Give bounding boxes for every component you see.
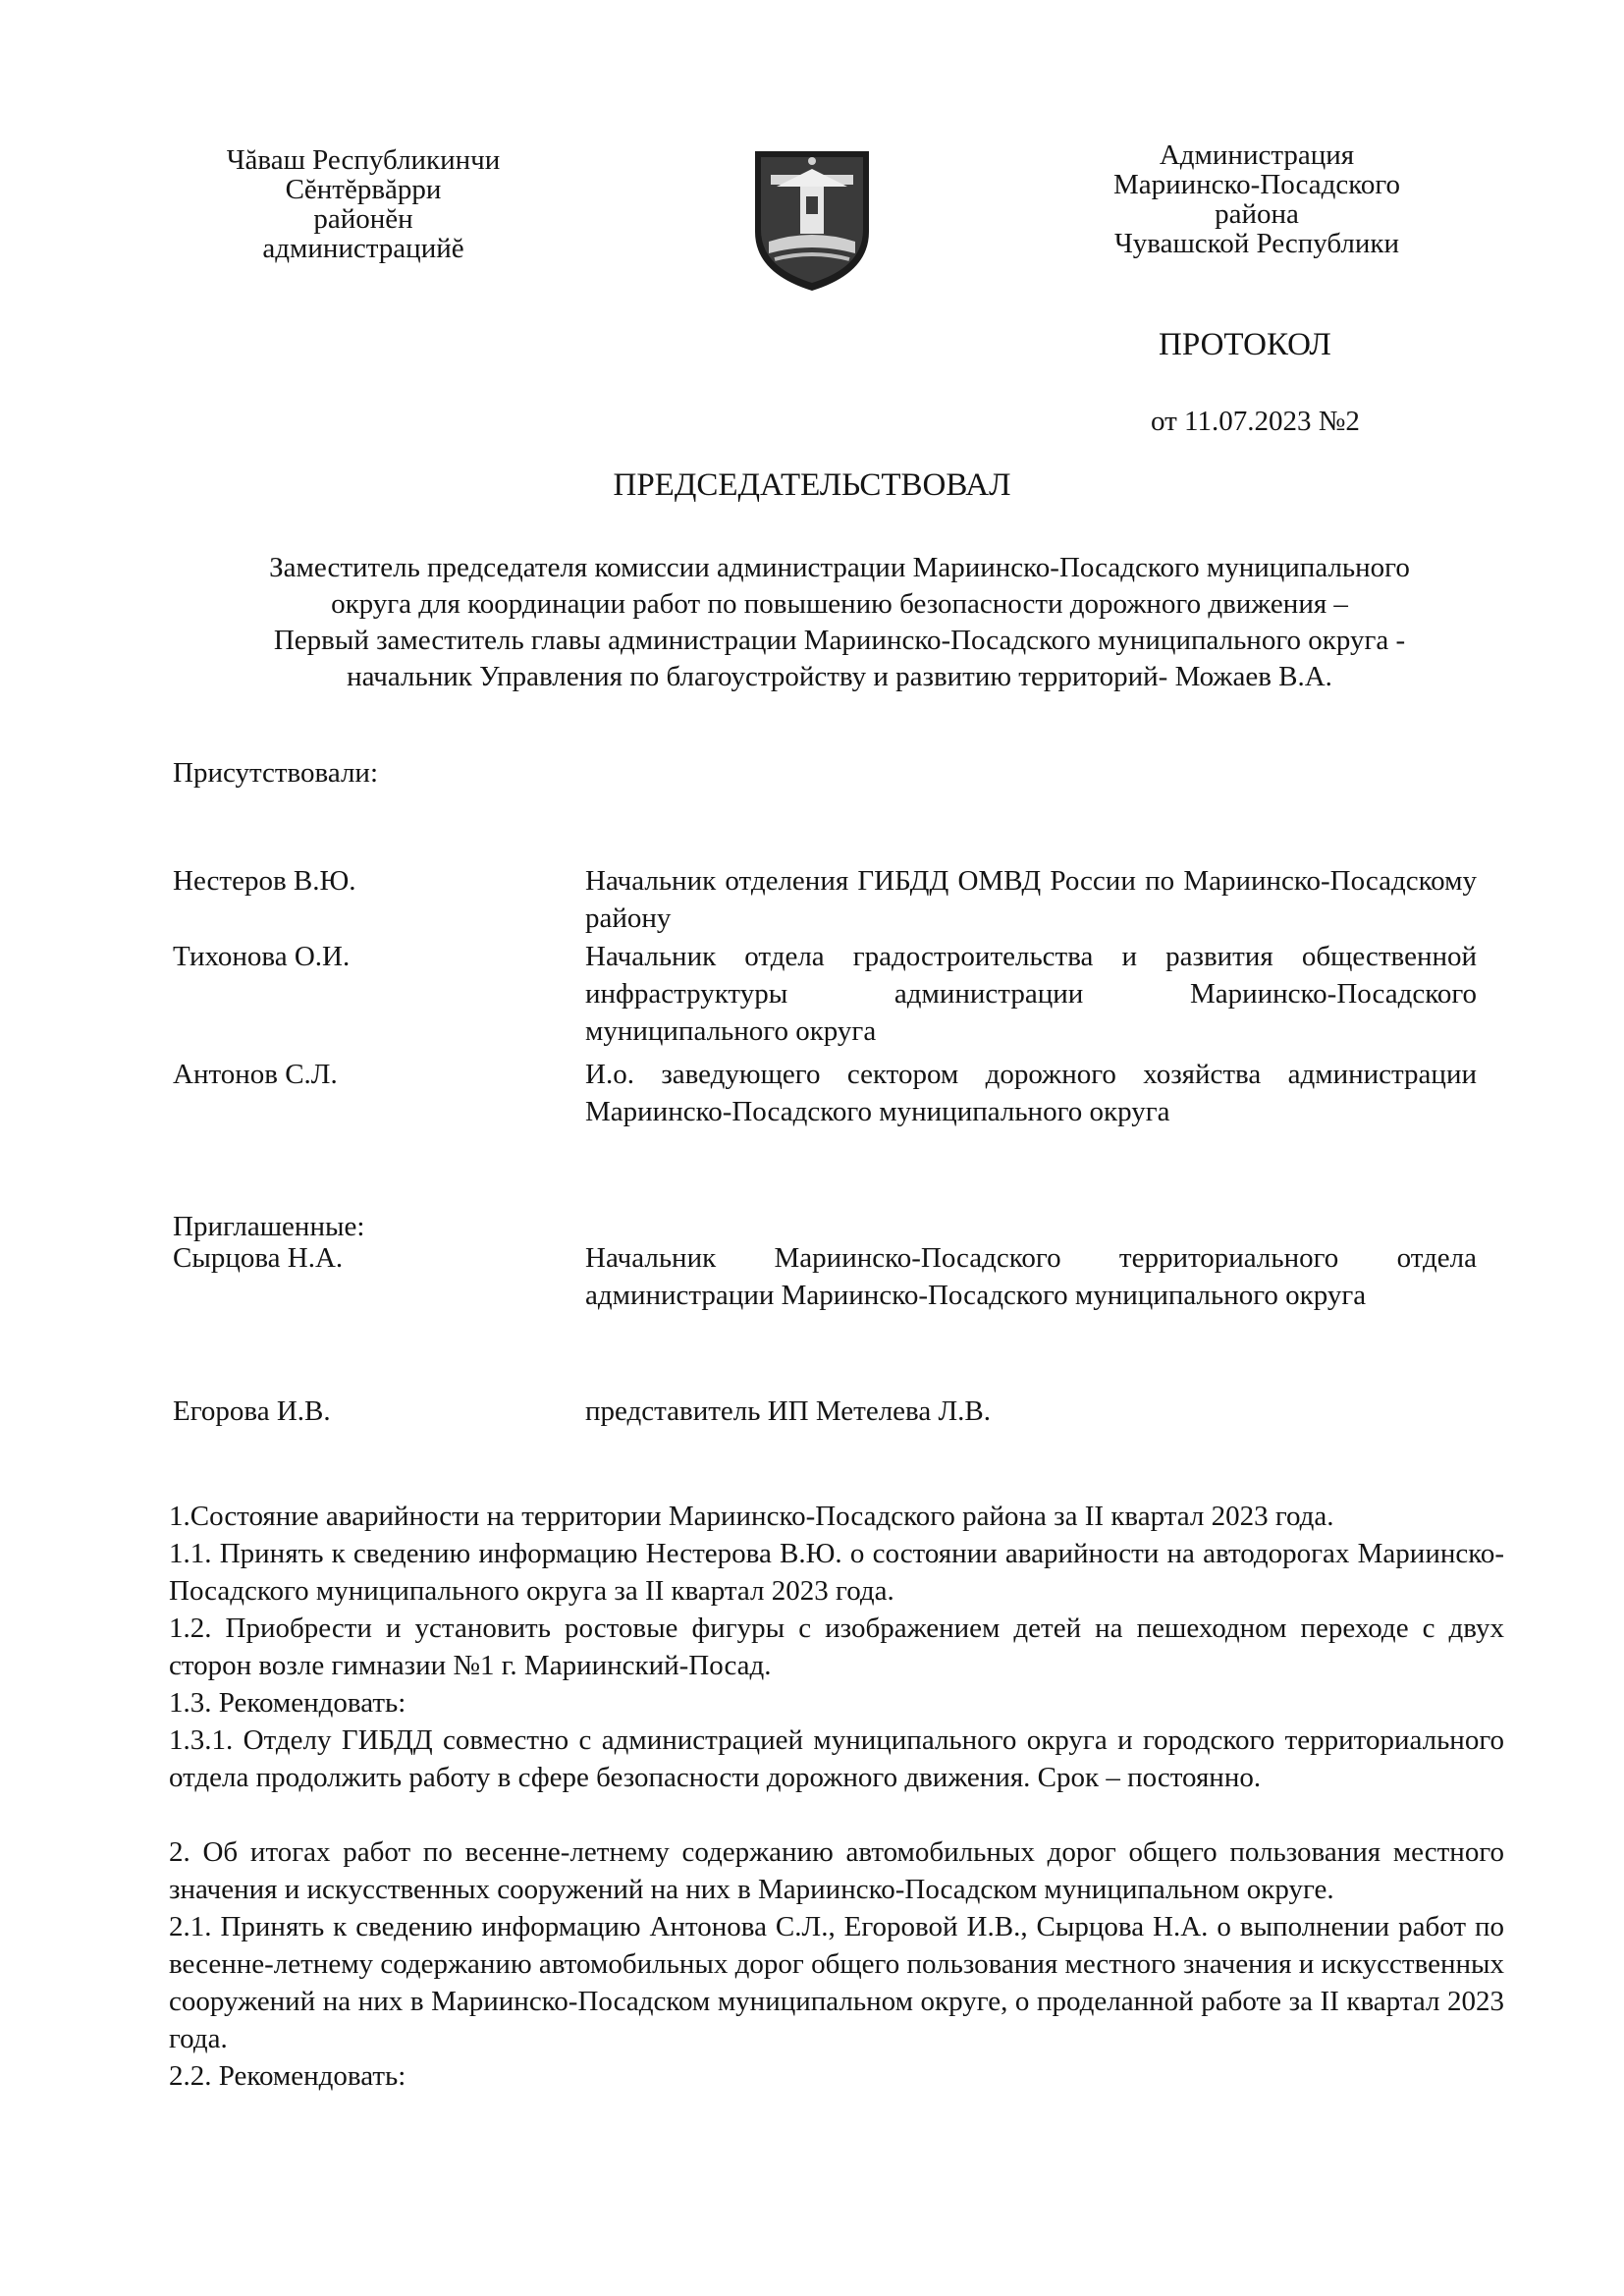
header-left-line: Сĕнтĕрвăрри [285, 174, 442, 205]
item-2-1: 2.1. Принять к сведению информацию Антонова С.Л., Егоровой И.В., Сырцова Н.А. о выполнении работ по весенне-летнему содержанию автомобильных дорог общего пользования местного значения и искусственных сооружений на них в Мариинско-Посадском муниципальном округе, о проделанной работе за II квартал 2023 года. [169, 1911, 1504, 2054]
present-heading: Присутствовали: [173, 757, 379, 789]
item-1-3: 1.3. Рекомендовать: [169, 1687, 406, 1719]
chair-line: округа для координации работ по повышению безопасности дорожного движения – [331, 588, 1348, 620]
header-right-line: Администрация [1159, 139, 1355, 171]
attendee-name: Тихонова О.И. [173, 941, 351, 972]
document-title: ПРОТОКОЛ [1159, 327, 1331, 362]
chair-line: начальник Управления по благоустройству и развитию территорий- Можаев В.А. [347, 661, 1332, 692]
invited-name: Егорова И.В. [173, 1395, 331, 1427]
presided-heading: ПРЕДСЕДАТЕЛЬСТВОВАЛ [613, 467, 1011, 503]
header-right-line: Чувашской Республики [1113, 228, 1400, 259]
header-right-line: района [1215, 198, 1299, 230]
chair-line: Первый заместитель главы администрации Мариинско-Посадского муниципального округа - [273, 625, 1406, 656]
invited-name: Сырцова Н.А. [173, 1242, 344, 1274]
document-date-number: от 11.07.2023 №2 [1151, 406, 1360, 437]
header-right-line: Мариинско-Посадского [1112, 169, 1401, 200]
item-1-1: 1.1. Принять к сведению информацию Нестерова В.Ю. о состоянии аварийности на автодорогах Мариинско-Посадского муниципального округа за II квартал 2023 года. [169, 1538, 1504, 1607]
protocol-body [169, 1498, 1504, 2095]
invited-position: представитель ИП Метелева Л.В. [585, 1395, 991, 1427]
item-1-2: 1.2. Приобрести и установить ростовые фигуры с изображением детей на пешеходном переходе с двух сторон возле гимназии №1 г. Мариинский-Посад. [169, 1613, 1504, 1681]
item-2-2: 2.2. Рекомендовать: [169, 2060, 406, 2092]
chair-block [167, 550, 1512, 695]
header-left-line: районĕн [313, 203, 413, 235]
invited-position: Начальник Мариинско-Посадского территориального отдела администрации Мариинско-Посадского муниципального округа [585, 1242, 1477, 1311]
item-2: 2. Об итогах работ по весенне-летнему содержанию автомобильных дорог общего пользования местного значения и искусственных сооружений на них в Мариинско-Посадском муниципальном округе. [169, 1836, 1504, 1905]
header-right-russian [1070, 140, 1443, 258]
item-1-3-1: 1.3.1. Отделу ГИБДД совместно с администрацией муниципального округа и городского территориального отдела продолжить работу в сфере безопасности дорожного движения. Срок – постоянно. [169, 1724, 1504, 1793]
attendee-position: И.о. заведующего сектором дорожного хозяйства администрации Мариинско-Посадского муниципального округа [585, 1059, 1477, 1127]
attendee-position: Начальник отделения ГИБДД ОМВД России по Мариинско-Посадскому району [585, 865, 1477, 934]
invited-heading: Приглашенные: [173, 1211, 365, 1242]
header-left-chuvash [157, 145, 569, 263]
paragraph-gap [169, 1796, 1504, 1833]
item-1: 1.Состояние аварийности на территории Мариинско-Посадского района за II квартал 2023 года. [169, 1501, 1334, 1532]
attendee-position: Начальник отдела градостроительства и развития общественной инфраструктуры администрации Мариинско-Посадского муниципального округа [585, 941, 1477, 1047]
attendee-name: Антонов С.Л. [173, 1059, 338, 1090]
header-left-line: Чăваш Республикинчи [226, 144, 501, 176]
attendee-name: Нестеров В.Ю. [173, 865, 356, 897]
header-left-line: администрацийĕ [262, 233, 464, 264]
chair-line: Заместитель председателя комиссии администрации Мариинско-Посадского муниципального [269, 552, 1410, 583]
coat-of-arms-icon [749, 147, 875, 295]
